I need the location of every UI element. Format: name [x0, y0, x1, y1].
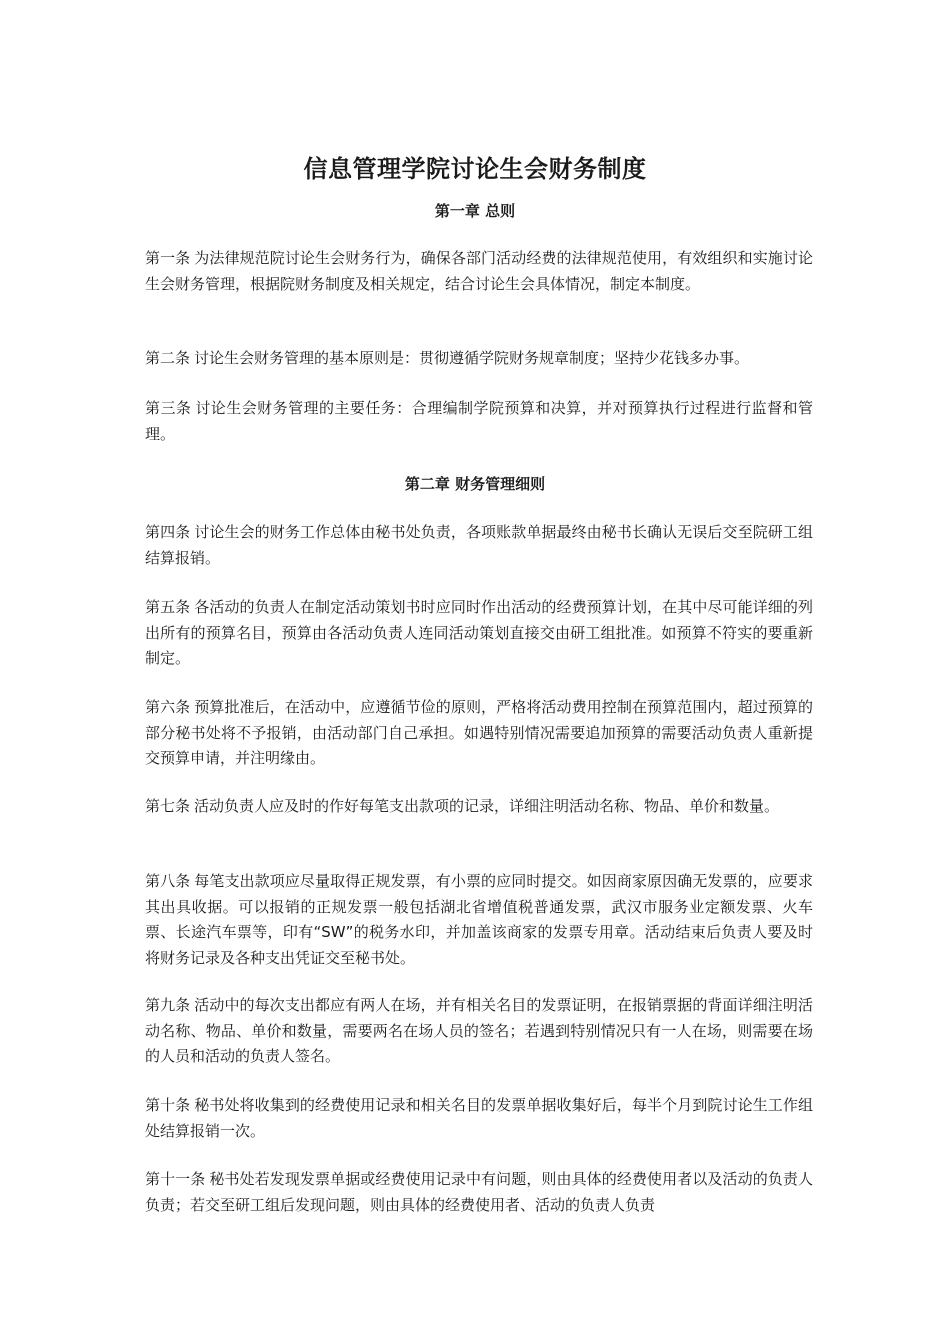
article-text: 讨论生会财务管理的主要任务：合理编制学院预算和决算，并对预算执行过程进行监督和管理。 [145, 399, 813, 443]
article-number: 第五条 [145, 598, 191, 616]
article-text: 每笔支出款项应尽量取得正规发票，有小票的应同时提交。如因商家原因确无发票的，应要求其出具收据。可以报销的正规发票一般包括湖北省增值税普通发票，武汉市服务业定额发票、火车票、长途汽车票等，印有“SW”的税务水印，并加盖该商家的发票专用章。活动结束后负责人要及时将财务记录及各种支出凭证交至秘书处。 [145, 872, 813, 967]
article-number: 第十条 [145, 1096, 191, 1114]
article-number: 第六条 [145, 698, 191, 716]
article-text: 各活动的负责人在制定活动策划书时应同时作出活动的经费预算计划，在其中尽可能详细的列出所有的预算名目，预算由各活动负责人连同活动策划直接交由研工组批准。如预算不符实的要重新制定。 [145, 598, 813, 667]
article-text: 活动负责人应及时的作好每笔支出款项的记录，详细注明活动名称、物品、单价和数量。 [194, 797, 780, 815]
article-number: 第七条 [145, 797, 191, 815]
article-paragraph [145, 520, 813, 571]
article-number: 第一条 [145, 249, 191, 267]
article-number: 第三条 [145, 399, 192, 417]
article-number: 第四条 [145, 523, 191, 541]
chapter-heading: 第一章 总则 [434, 202, 516, 220]
document-title: 信息管理学院讨论生会财务制度 [303, 155, 647, 183]
article-number: 第八条 [145, 872, 191, 890]
article-paragraph [145, 794, 813, 820]
article-paragraph [145, 993, 813, 1070]
article-paragraph [145, 1167, 813, 1218]
article-paragraph [145, 869, 813, 971]
article-text: 活动中的每次支出都应有两人在场，并有相关名目的发票证明，在报销票据的背面详细注明活动名称、物品、单价和数量，需要两名在场人员的签名；若遇到特别情况只有一人在场，则需要在场的人员和活动的负责人签名。 [145, 996, 813, 1065]
article-paragraph [145, 396, 813, 447]
chapter-heading: 第二章 财务管理细则 [404, 475, 546, 493]
article-text: 讨论生会的财务工作总体由秘书处负责，各项账款单据最终由秘书长确认无误后交至院研工组结算报销。 [145, 523, 813, 567]
article-number: 第十一条 [145, 1170, 206, 1188]
article-text: 秘书处将收集到的经费使用记录和相关名目的发票单据收集好后，每半个月到院讨论生工作组处结算报销一次。 [145, 1096, 813, 1140]
article-text: 秘书处若发现发票单据或经费使用记录中有问题，则由具体的经费使用者以及活动的负责人负责；若交至研工组后发现问题，则由具体的经费使用者、活动的负责人负责 [145, 1170, 813, 1214]
article-paragraph [145, 346, 813, 372]
article-text: 预算批准后，在活动中，应遵循节俭的原则，严格将活动费用控制在预算范围内，超过预算的部分秘书处将不予报销，由活动部门自己承担。如遇特别情况需要追加预算的需要活动负责人重新提交预算申请，并注明缘由。 [145, 698, 813, 767]
article-paragraph [145, 595, 813, 672]
article-paragraph [145, 246, 813, 297]
article-paragraph [145, 1093, 813, 1144]
article-number: 第二条 [145, 349, 191, 367]
article-text: 讨论生会财务管理的基本原则是：贯彻遵循学院财务规章制度；坚持少花钱多办事。 [194, 349, 750, 367]
article-text: 为法律规范院讨论生会财务行为，确保各部门活动经费的法律规范使用，有效组织和实施讨论生会财务管理，根据院财务制度及相关规定，结合讨论生会具体情况，制定本制度。 [145, 249, 813, 293]
article-number: 第九条 [145, 996, 191, 1014]
article-paragraph [145, 695, 813, 772]
